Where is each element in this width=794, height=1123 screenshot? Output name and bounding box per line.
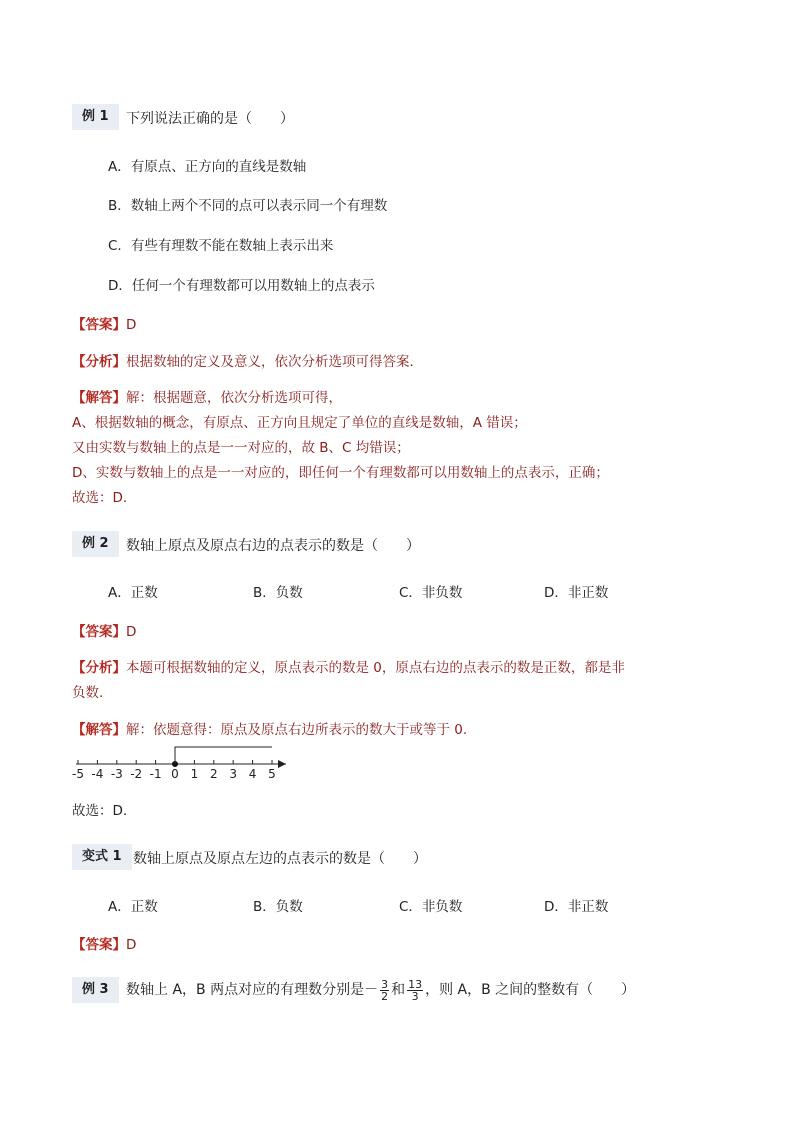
number-line xyxy=(70,742,300,782)
number-line-bracket xyxy=(175,747,272,762)
number-line-ticks xyxy=(78,760,272,764)
example-1-analysis xyxy=(72,350,423,370)
example-1-option-c: C．有些有理数不能在数轴上表示出来 xyxy=(108,238,334,254)
example-1-option-a: A．有原点、正方向的直线是数轴 xyxy=(108,159,307,175)
number-line-label: 0 xyxy=(171,767,179,781)
example-1-option-b: B．数轴上两个不同的点可以表示同一个有理数 xyxy=(108,198,388,214)
answer-label: 【答案】 xyxy=(72,317,126,333)
number-line-label: 5 xyxy=(268,767,276,781)
example-2-question: 数轴上原点及原点右边的点表示的数是（ ） xyxy=(126,538,420,554)
answer-value: D xyxy=(126,624,137,640)
solution-label: 【解答】 xyxy=(72,390,126,406)
number-line-label: 2 xyxy=(209,767,218,781)
number-line-label: 1 xyxy=(190,767,199,781)
number-line-label: -1 xyxy=(149,767,162,781)
example-3-question: 数轴上 A，B 两点对应的有理数分别是－ $\frac{3}{2}$ 和 $\frac{13}{3}$ ，则 A，B 之间的整数有（ ） xyxy=(126,977,636,1003)
example-2-analysis-line-1: 【分析】本题可根据数轴的定义，原点表示的数是 0，原点右边的点表示的数是正数，都是非 xyxy=(72,660,625,676)
answer-value: D xyxy=(126,317,137,333)
example-1-solution-line-3: 又由实数与数轴上的点是一一对应的，故 B、C 均错误； xyxy=(72,440,410,456)
number-line-arrow xyxy=(278,760,286,768)
fraction-3-over-2: $\frac{3}{2}$ xyxy=(381,977,389,1003)
example-1-option-d: D．任何一个有理数都可以用数轴上的点表示 xyxy=(108,278,375,294)
number-line-labels xyxy=(72,767,276,781)
example-2-option-b: B．负数 xyxy=(253,585,303,601)
number-line-label: -4 xyxy=(91,767,104,781)
fraction-13-over-3: $\frac{13}{3}$ xyxy=(408,977,423,1003)
example-3-tag: 例 3 xyxy=(72,977,119,1003)
example-1-solution-line-2: A、根据数轴的概念，有原点、正方向且规定了单位的直线是数轴，A 错误； xyxy=(72,415,527,431)
example-2-option-a: A．正数 xyxy=(108,585,158,601)
variant-1-answer xyxy=(72,933,136,953)
number-line-label: 3 xyxy=(229,767,238,781)
answer-label: 【答案】 xyxy=(72,937,126,953)
example-1-solution-line-4: D、实数与数轴上的点是一一对应的，即任何一个有理数都可以用数轴上的点表示，正确； xyxy=(72,465,609,481)
answer-label: 【答案】 xyxy=(72,624,126,640)
example-1-tag: 例 1 xyxy=(72,104,119,130)
number-line-label: -2 xyxy=(130,767,143,781)
example-1-question: 下列说法正确的是（ ） xyxy=(126,111,294,127)
solution-label: 【解答】 xyxy=(72,722,126,738)
example-1-solution-line-1: 【解答】解：根据题意，依次分析选项可得， xyxy=(72,390,342,406)
example-2-answer xyxy=(72,620,136,640)
number-line-label: 4 xyxy=(248,767,257,781)
variant-1-option-c: C．非负数 xyxy=(399,899,463,915)
variant-1-option-b: B．负数 xyxy=(253,899,303,915)
variant-1-option-a: A．正数 xyxy=(108,899,158,915)
example-2-conclusion: 故选：D. xyxy=(72,803,128,819)
analysis-text: 根据数轴的定义及意义，依次分析选项可得答案． xyxy=(126,354,423,370)
analysis-label: 【分析】 xyxy=(72,660,126,676)
example-2-tag: 例 2 xyxy=(72,531,119,557)
answer-value: D xyxy=(126,937,137,953)
variant-1-question: 数轴上原点及原点左边的点表示的数是（ ） xyxy=(133,851,427,867)
number-line-label: -3 xyxy=(110,767,123,781)
variant-1-option-d: D．非正数 xyxy=(544,899,609,915)
example-2-option-c: C．非负数 xyxy=(399,585,463,601)
example-2-solution: 【解答】解：依题意得：原点及原点右边所表示的数大于或等于 0. xyxy=(72,722,468,738)
example-1-solution-line-5: 故选：D. xyxy=(72,490,128,506)
variant-1-tag: 变式 1 xyxy=(72,844,132,870)
example-2-option-d: D．非正数 xyxy=(544,585,609,601)
minus-sign: － xyxy=(364,982,379,998)
example-1-answer xyxy=(72,313,136,333)
analysis-label: 【分析】 xyxy=(72,354,126,370)
number-line-label: -5 xyxy=(72,767,84,781)
example-2-analysis-line-2: 负数. xyxy=(72,685,104,701)
